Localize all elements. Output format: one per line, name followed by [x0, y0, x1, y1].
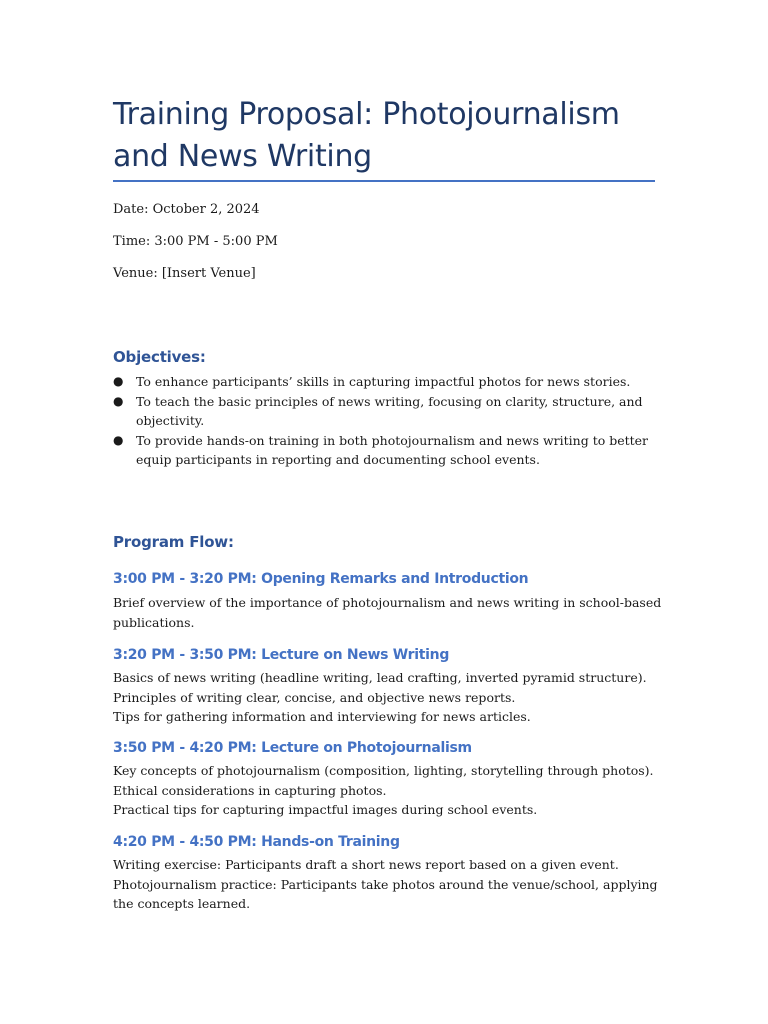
bullet-icon: ●	[113, 432, 124, 447]
date-line: Date: October 2, 2024	[113, 202, 260, 217]
title-underline	[113, 180, 655, 182]
session-heading-opening: 3:00 PM - 3:20 PM: Opening Remarks and Introduction	[113, 571, 529, 587]
bullet-icon: ●	[113, 374, 124, 388]
list-item	[113, 372, 673, 392]
session-line: Writing exercise: Participants draft a short news report based on a given event.	[113, 857, 619, 872]
objectives-list	[113, 372, 673, 470]
session-body-photojournalism	[113, 761, 673, 820]
session-line: Basics of news writing (headline writing, lead crafting, inverted pyramid structure).	[113, 670, 647, 685]
session-body-opening	[113, 593, 673, 632]
session-heading-news-writing: 3:20 PM - 3:50 PM: Lecture on News Writing	[113, 647, 450, 663]
program-flow-heading: Program Flow:	[113, 533, 234, 551]
session-line: Principles of writing clear, concise, and objective news reports.	[113, 689, 516, 705]
session-heading-hands-on: 4:20 PM - 4:50 PM: Hands-on Training	[113, 834, 400, 850]
session-line: Photojournalism practice: Participants take photos around the venue/school, applying the concepts learned.	[113, 876, 658, 911]
list-item	[113, 431, 673, 470]
session-line: Brief overview of the importance of photojournalism and news writing in school-based publications.	[113, 595, 662, 630]
objective-text: To teach the basic principles of news writing, focusing on clarity, structure, and objectivity.	[136, 393, 643, 428]
time-line: Time: 3:00 PM - 5:00 PM	[113, 234, 278, 249]
session-line: Ethical considerations in capturing photos.	[113, 782, 387, 798]
session-heading-photojournalism: 3:50 PM - 4:20 PM: Lecture on Photojournalism	[113, 740, 472, 756]
objective-text: To enhance participants’ skills in capturing impactful photos for news stories.	[136, 374, 631, 389]
session-line: Practical tips for capturing impactful images during school events.	[113, 802, 538, 817]
list-item	[113, 392, 673, 431]
session-line: Tips for gathering information and interviewing for news articles.	[113, 709, 531, 724]
session-body-news-writing	[113, 668, 673, 727]
bullet-icon: ●	[113, 393, 124, 408]
objective-text: To provide hands-on training in both photojournalism and news writing to better equip participants in reporting and documenting school events.	[136, 432, 649, 467]
objectives-heading: Objectives:	[113, 348, 206, 366]
venue-line: Venue: [Insert Venue]	[113, 266, 256, 281]
session-line: Key concepts of photojournalism (composition, lighting, storytelling through photos).	[113, 763, 654, 778]
session-body-hands-on	[113, 855, 673, 914]
document-title: Training Proposal: Photojournalism and News Writing	[113, 97, 620, 174]
